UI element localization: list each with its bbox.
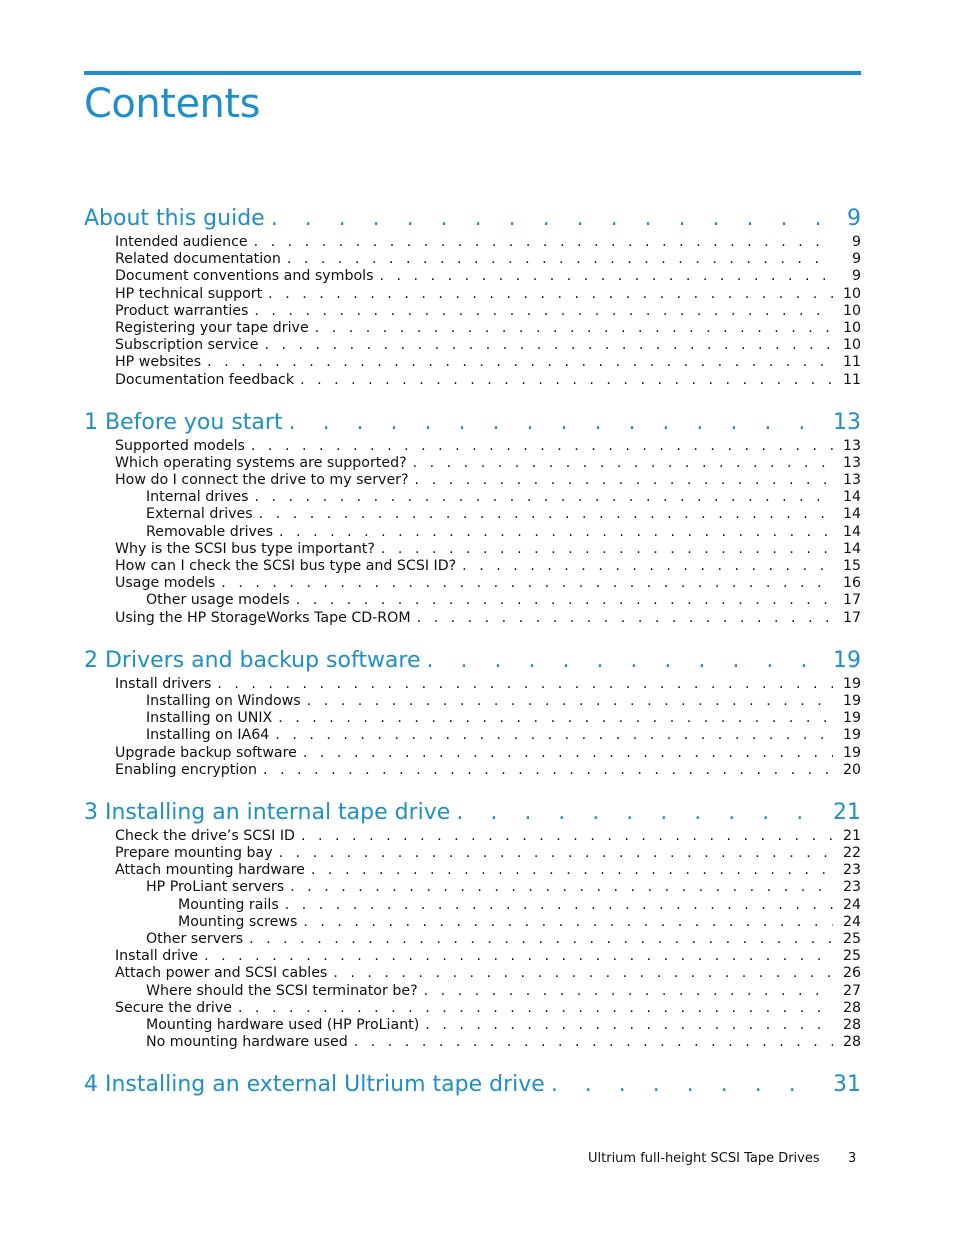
toc-entry-link[interactable] — [84, 354, 861, 371]
toc-entry-link[interactable] — [84, 1034, 861, 1051]
toc-chapter-page: 19 — [833, 647, 861, 673]
toc-entry-link[interactable] — [84, 268, 861, 285]
toc-entry-link[interactable] — [84, 1000, 861, 1017]
toc-entry-link[interactable] — [84, 320, 861, 337]
dot-leader — [311, 862, 833, 879]
dot-leader — [275, 727, 833, 744]
toc-entry-page: 21 — [842, 827, 861, 844]
dot-leader — [425, 1017, 833, 1034]
dot-leader — [456, 797, 825, 828]
toc-chapter-page: 9 — [847, 206, 861, 231]
table-of-contents — [84, 203, 861, 1100]
dot-leader — [300, 372, 833, 389]
toc-entry-title: Install drivers — [115, 675, 212, 692]
toc-chapter-page: 31 — [833, 1072, 861, 1098]
toc-entry-title: Product warranties — [115, 302, 249, 319]
toc-chapter-link[interactable] — [84, 797, 861, 828]
toc-entry-link[interactable] — [84, 303, 861, 320]
toc-entry-page: 26 — [842, 965, 861, 982]
toc-entry-page: 25 — [842, 931, 861, 947]
toc-entry-page: 28 — [842, 1016, 861, 1033]
toc-entry-link[interactable] — [84, 337, 861, 354]
toc-entry-page: 10 — [842, 302, 861, 319]
toc-entry-title: Where should the SCSI terminator be? — [146, 982, 418, 999]
dot-leader — [333, 965, 833, 982]
toc-entry-title: Installing on Windows — [146, 692, 301, 709]
toc-entry-page: 9 — [851, 268, 861, 285]
dot-leader — [279, 845, 833, 862]
footer-page-number: 3 — [848, 1151, 857, 1166]
toc-entry-title: External drives — [146, 506, 253, 523]
toc-entry-title: HP technical support — [115, 285, 263, 302]
toc-entry-link[interactable] — [84, 693, 861, 710]
toc-entry-title: Using the HP StorageWorks Tape CD-ROM — [115, 609, 411, 626]
toc-entry-page: 19 — [842, 675, 861, 692]
toc-chapter-page: 13 — [833, 409, 861, 435]
toc-entry-title: Registering your tape drive — [115, 319, 309, 336]
toc-entry-title: Check the drive’s SCSI ID — [115, 827, 295, 844]
toc-entry-link[interactable] — [84, 558, 861, 575]
header-rule — [84, 71, 861, 75]
toc-entry-page: 11 — [842, 371, 861, 388]
toc-entry-title: Which operating systems are supported? — [115, 454, 407, 471]
dot-leader — [301, 828, 833, 845]
toc-entry-title: Upgrade backup software — [115, 744, 297, 761]
toc-chapter-link[interactable] — [84, 203, 861, 234]
toc-entry-title: Install drive — [115, 948, 199, 965]
toc-entry-title: HP websites — [115, 354, 202, 371]
chapter-spacer — [84, 1051, 861, 1069]
toc-entry-title: How can I check the SCSI bus type and SCSI ID? — [115, 558, 457, 574]
dot-leader — [268, 286, 833, 303]
toc-entry-title: Enabling encryption — [115, 761, 257, 778]
toc-entry-link[interactable] — [84, 948, 861, 965]
toc-entry-page: 24 — [842, 913, 861, 930]
toc-entry-title: Mounting screws — [178, 913, 298, 930]
toc-chapter-title: About this guide — [84, 206, 265, 231]
toc-entry-link[interactable] — [84, 745, 861, 762]
toc-entry-page: 23 — [842, 862, 861, 879]
toc-entry-title: Document conventions and symbols — [115, 268, 374, 285]
dot-leader — [254, 303, 833, 320]
toc-entry-title: Installing on IA64 — [146, 727, 270, 744]
toc-entry-page: 17 — [842, 609, 861, 626]
toc-entry-page: 19 — [842, 710, 861, 727]
toc-entry-link[interactable] — [84, 455, 861, 472]
toc-entry-page: 10 — [842, 285, 861, 302]
dot-leader — [303, 914, 833, 931]
toc-entry-link[interactable] — [84, 965, 861, 982]
toc-entry-page: 14 — [842, 523, 861, 540]
dot-leader — [251, 438, 833, 455]
toc-entry-title: Attach power and SCSI cables — [115, 965, 328, 982]
dot-leader — [217, 676, 833, 693]
dot-leader — [380, 268, 833, 285]
dot-leader — [413, 455, 833, 472]
dot-leader — [427, 645, 825, 676]
dot-leader — [255, 489, 834, 506]
toc-entry-page: 10 — [842, 337, 861, 354]
dot-leader — [381, 541, 833, 558]
toc-chapter-page: 21 — [833, 799, 861, 825]
toc-entry-link[interactable] — [84, 862, 861, 879]
toc-entry-page: 19 — [842, 692, 861, 709]
page-title: Contents — [84, 81, 260, 127]
toc-entry-link[interactable] — [84, 472, 861, 489]
toc-entry-title: Removable drives — [146, 523, 274, 540]
dot-leader — [315, 320, 833, 337]
toc-entry-title: HP ProLiant servers — [146, 879, 285, 896]
dot-leader — [424, 983, 833, 1000]
toc-entry-page: 19 — [842, 744, 861, 761]
toc-entry-page: 28 — [842, 1034, 861, 1051]
toc-entry-title: How do I connect the drive to my server? — [115, 472, 409, 489]
toc-entry-link[interactable] — [84, 251, 861, 268]
toc-entry-link[interactable] — [84, 286, 861, 303]
dot-leader — [307, 693, 833, 710]
toc-entry-page: 13 — [842, 472, 861, 489]
toc-entry-page: 17 — [842, 592, 861, 609]
toc-entry-title: Attach mounting hardware — [115, 862, 305, 879]
chapter-spacer — [84, 627, 861, 645]
dot-leader — [354, 1034, 833, 1051]
toc-entry-link[interactable] — [84, 879, 861, 896]
toc-entry-link[interactable] — [84, 762, 861, 779]
toc-entry-page: 10 — [842, 319, 861, 336]
toc-entry-link[interactable] — [84, 897, 861, 914]
dot-leader — [289, 407, 825, 438]
toc-entry-title: Subscription service — [115, 337, 259, 354]
toc-entry-page: 15 — [842, 558, 861, 574]
toc-entry-link[interactable] — [84, 541, 861, 558]
dot-leader — [279, 524, 833, 541]
toc-entry-title: Usage models — [115, 575, 216, 592]
toc-entry-link[interactable] — [84, 372, 861, 389]
toc-entry-title: Related documentation — [115, 251, 281, 268]
dot-leader — [221, 575, 833, 592]
chapter-spacer — [84, 389, 861, 407]
dot-leader — [278, 710, 833, 727]
chapter-spacer — [84, 779, 861, 797]
toc-entry-page: 9 — [851, 234, 861, 250]
toc-entry-page: 14 — [842, 489, 861, 506]
toc-entry-link[interactable] — [84, 845, 861, 862]
toc-entry-title: Prepare mounting bay — [115, 845, 273, 862]
dot-leader — [415, 472, 833, 489]
toc-entry-title: Other servers — [146, 931, 244, 947]
toc-entry-link[interactable] — [84, 506, 861, 523]
toc-entry-page: 27 — [842, 982, 861, 999]
toc-chapter-title: 1 Before you start — [84, 409, 283, 435]
toc-entry-title: Intended audience — [115, 234, 248, 250]
toc-entry-page: 22 — [842, 845, 861, 862]
dot-leader — [551, 1069, 825, 1100]
toc-entry-page: 23 — [842, 879, 861, 896]
toc-entry-title: Internal drives — [146, 489, 249, 506]
dot-leader — [417, 610, 833, 627]
dot-leader — [303, 745, 833, 762]
toc-entry-link[interactable] — [84, 234, 861, 251]
toc-entry-page: 25 — [842, 948, 861, 965]
dot-leader — [271, 203, 825, 234]
toc-chapter-link[interactable] — [84, 407, 861, 438]
toc-entry-title: Installing on UNIX — [146, 710, 273, 727]
dot-leader — [290, 879, 833, 896]
toc-entry-page: 20 — [842, 761, 861, 778]
dot-leader — [285, 897, 833, 914]
toc-entry-title: Documentation feedback — [115, 371, 295, 388]
toc-entry-title: Why is the SCSI bus type important? — [115, 540, 375, 557]
toc-entry-page: 24 — [842, 896, 861, 913]
toc-entry-link[interactable] — [84, 676, 861, 693]
dot-leader — [263, 762, 833, 779]
dot-leader — [249, 931, 833, 948]
toc-entry-link[interactable] — [84, 575, 861, 592]
dot-leader — [462, 558, 833, 575]
toc-entry-title: Supported models — [115, 437, 245, 454]
toc-entry-page: 16 — [842, 575, 861, 592]
toc-entry-title: Other usage models — [146, 592, 290, 609]
dot-leader — [259, 506, 833, 523]
toc-entry-page: 28 — [842, 999, 861, 1016]
toc-entry-page: 13 — [842, 437, 861, 454]
toc-entry-title: Mounting hardware used (HP ProLiant) — [146, 1016, 420, 1033]
toc-entry-page: 14 — [842, 540, 861, 557]
toc-entry-title: Mounting rails — [178, 896, 279, 913]
toc-chapter-link[interactable] — [84, 1069, 861, 1100]
toc-entry-link[interactable] — [84, 610, 861, 627]
toc-chapter-title: 4 Installing an external Ultrium tape drive — [84, 1072, 545, 1098]
toc-entry-link[interactable] — [84, 524, 861, 541]
toc-entry-link[interactable] — [84, 438, 861, 455]
toc-entry-link[interactable] — [84, 710, 861, 727]
toc-chapter-link[interactable] — [84, 645, 861, 676]
toc-entry-link[interactable] — [84, 727, 861, 744]
toc-chapter-title: 3 Installing an internal tape drive — [84, 799, 451, 825]
toc-chapter-title: 2 Drivers and backup software — [84, 647, 421, 673]
toc-entry-page: 9 — [851, 251, 861, 268]
dot-leader — [254, 234, 833, 251]
toc-entry-link[interactable] — [84, 592, 861, 609]
dot-leader — [296, 592, 833, 609]
dot-leader — [207, 354, 833, 371]
toc-entry-link[interactable] — [84, 489, 861, 506]
toc-entry-link[interactable] — [84, 828, 861, 845]
dot-leader — [287, 251, 833, 268]
toc-entry-title: No mounting hardware used — [146, 1034, 348, 1051]
toc-entry-page: 11 — [842, 354, 861, 371]
toc-entry-page: 14 — [842, 506, 861, 523]
dot-leader — [238, 1000, 833, 1017]
toc-entry-link[interactable] — [84, 983, 861, 1000]
toc-entry-page: 13 — [842, 454, 861, 471]
toc-entry-link[interactable] — [84, 931, 861, 948]
toc-entry-link[interactable] — [84, 1017, 861, 1034]
toc-entry-page: 19 — [842, 727, 861, 744]
dot-leader — [204, 948, 833, 965]
dot-leader — [264, 337, 833, 354]
toc-entry-link[interactable] — [84, 914, 861, 931]
footer-doc-title: Ultrium full-height SCSI Tape Drives — [588, 1151, 820, 1166]
toc-entry-title: Secure the drive — [115, 999, 232, 1016]
